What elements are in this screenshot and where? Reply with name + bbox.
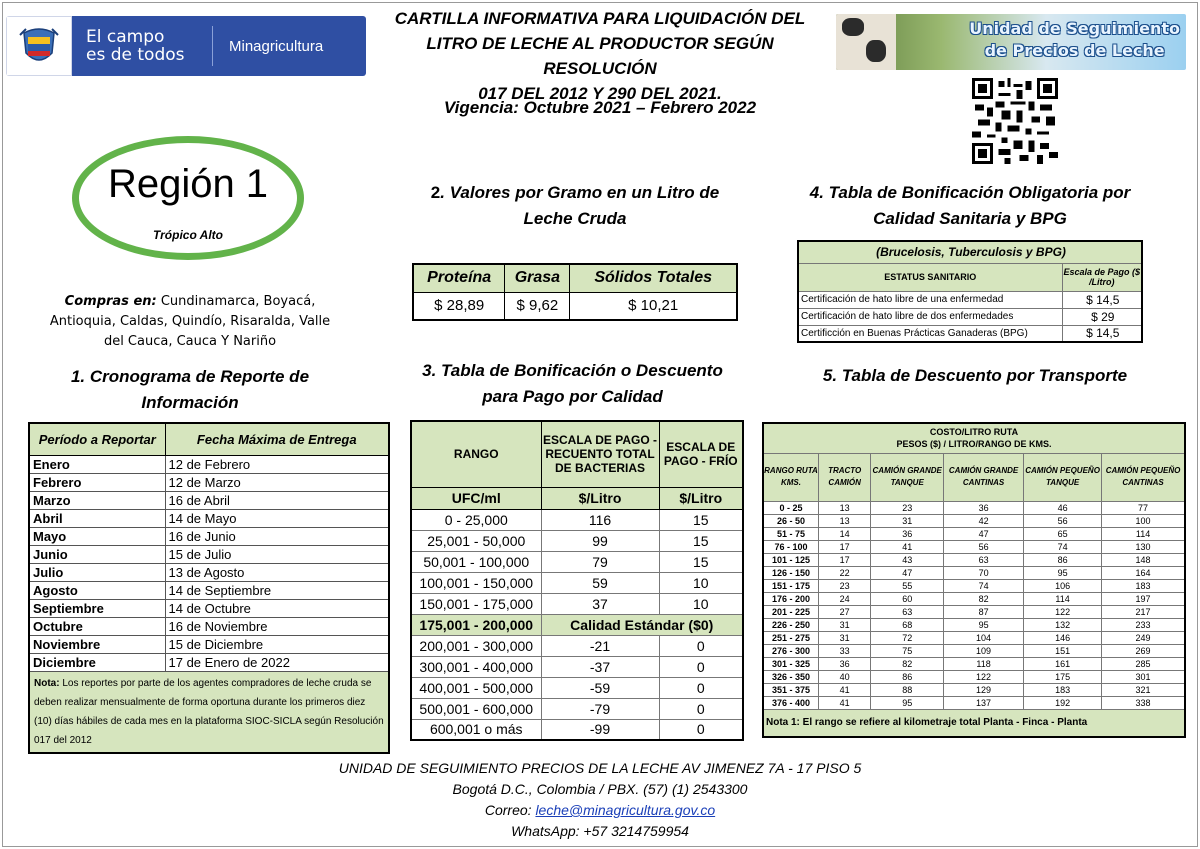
transport-cell: 109 bbox=[944, 644, 1024, 657]
table-row bbox=[411, 656, 743, 677]
usp-banner bbox=[836, 14, 1186, 70]
section2-title: 2. Valores por Gramo en un Litro de Leche Cruda bbox=[430, 183, 720, 228]
transport-cell: 161 bbox=[1024, 657, 1102, 670]
transport-cell: 31 bbox=[818, 618, 870, 631]
col-escala: Escala de Pago ($ /Litro) bbox=[1062, 263, 1142, 291]
periodo-cell: Agosto bbox=[29, 581, 165, 599]
transport-cell: 101 - 125 bbox=[763, 553, 818, 566]
transport-cell: 70 bbox=[944, 566, 1024, 579]
periodo-cell: Noviembre bbox=[29, 635, 165, 653]
transport-cell: 148 bbox=[1102, 553, 1185, 566]
table-row bbox=[411, 509, 743, 530]
transport-cell: 226 - 250 bbox=[763, 618, 818, 631]
table-row bbox=[29, 473, 389, 491]
table-row bbox=[411, 572, 743, 593]
section4-title: 4. Tabla de Bonificación Obligatoria por Calidad Sanitaria y BPG bbox=[809, 183, 1131, 228]
transport-cell: 201 - 225 bbox=[763, 605, 818, 618]
quality-cell: 0 bbox=[659, 635, 743, 656]
transport-cell: 65 bbox=[1024, 527, 1102, 540]
quality-cell: 37 bbox=[541, 593, 659, 614]
standard-range: 175,001 - 200,000 bbox=[411, 614, 541, 635]
transport-cell: 192 bbox=[1024, 696, 1102, 709]
transport-cell: 183 bbox=[1102, 579, 1185, 592]
table-row bbox=[29, 617, 389, 635]
table-row bbox=[29, 635, 389, 653]
table-row bbox=[411, 677, 743, 698]
region-title: Región 1 bbox=[107, 162, 269, 206]
quality-cell: 300,001 - 400,000 bbox=[411, 656, 541, 677]
transport-cell: 301 bbox=[1102, 670, 1185, 683]
table-row bbox=[29, 509, 389, 527]
transport-col-header: CAMIÓN GRANDE TANQUE bbox=[871, 453, 944, 501]
fecha-cell: 12 de Marzo bbox=[165, 473, 389, 491]
estatus-cell: Certificación de hato libre de dos enfermedades bbox=[798, 308, 1062, 325]
table-row bbox=[411, 551, 743, 572]
transport-cell: 31 bbox=[871, 514, 944, 527]
transport-cell: 197 bbox=[1102, 592, 1185, 605]
col-fecha: Fecha Máxima de Entrega bbox=[165, 423, 389, 455]
fecha-cell: 14 de Octubre bbox=[165, 599, 389, 617]
transport-cell: 122 bbox=[1024, 605, 1102, 618]
transport-cell: 63 bbox=[944, 553, 1024, 566]
quality-cell: 0 bbox=[659, 719, 743, 740]
transport-cell: 76 - 100 bbox=[763, 540, 818, 553]
transport-cell: 17 bbox=[818, 553, 870, 566]
table-row bbox=[411, 698, 743, 719]
fecha-cell: 15 de Julio bbox=[165, 545, 389, 563]
table-row bbox=[763, 696, 1185, 709]
transport-cell: 176 - 200 bbox=[763, 592, 818, 605]
qr-code-icon[interactable] bbox=[970, 78, 1060, 164]
estatus-cell: Certificación de hato libre de una enfermedad bbox=[798, 291, 1062, 308]
col-frio: ESCALA DE PAGO - FRÍO bbox=[659, 421, 743, 487]
table-row bbox=[29, 545, 389, 563]
transport-cell: 114 bbox=[1024, 592, 1102, 605]
table-row bbox=[763, 540, 1185, 553]
table-row bbox=[411, 719, 743, 740]
transport-discount-table bbox=[762, 422, 1186, 738]
transport-cell: 13 bbox=[818, 501, 870, 514]
footer-phone: Bogotá D.C., Colombia / PBX. (57) (1) 2543300 bbox=[452, 781, 748, 797]
transport-cell: 376 - 400 bbox=[763, 696, 818, 709]
transport-cell: 118 bbox=[944, 657, 1024, 670]
quality-cell: 15 bbox=[659, 530, 743, 551]
quality-cell: -37 bbox=[541, 656, 659, 677]
quality-cell: 10 bbox=[659, 593, 743, 614]
transport-cell: 251 - 275 bbox=[763, 631, 818, 644]
periodo-cell: Mayo bbox=[29, 527, 165, 545]
value-proteina: $ 28,89 bbox=[413, 292, 505, 320]
transport-cell: 151 bbox=[1024, 644, 1102, 657]
transport-cell: 87 bbox=[944, 605, 1024, 618]
estatus-cell: Certificción en Buenas Prácticas Ganaderas (BPG) bbox=[798, 325, 1062, 342]
transport-cell: 164 bbox=[1102, 566, 1185, 579]
transport-cell: 68 bbox=[871, 618, 944, 631]
coat-of-arms-icon bbox=[6, 16, 72, 76]
footer-email-line: Correo: leche@minagricultura.gov.co bbox=[484, 802, 716, 818]
fecha-cell: 16 de Abril bbox=[165, 491, 389, 509]
transport-cell: 42 bbox=[944, 514, 1024, 527]
transport-col-header: TRACTO CAMIÓN bbox=[818, 453, 870, 501]
transport-cell: 14 bbox=[818, 527, 870, 540]
transport-cell: 23 bbox=[871, 501, 944, 514]
transport-cell: 269 bbox=[1102, 644, 1185, 657]
table-row bbox=[411, 593, 743, 614]
col-periodo: Período a Reportar bbox=[29, 423, 165, 455]
transport-cell: 77 bbox=[1102, 501, 1185, 514]
escala-cell: $ 14,5 bbox=[1062, 325, 1142, 342]
report-schedule-table bbox=[28, 422, 390, 754]
periodo-cell: Junio bbox=[29, 545, 165, 563]
table-row bbox=[763, 527, 1185, 540]
logo-line1: El campo bbox=[86, 27, 165, 47]
transport-cell: 75 bbox=[871, 644, 944, 657]
transport-cell: 31 bbox=[818, 631, 870, 644]
transport-cell: 60 bbox=[871, 592, 944, 605]
section3-title: 3. Tabla de Bonificación o Descuento para Pago por Calidad bbox=[422, 361, 723, 406]
transport-cell: 106 bbox=[1024, 579, 1102, 592]
table-row bbox=[763, 657, 1185, 670]
fecha-cell: 16 de Noviembre bbox=[165, 617, 389, 635]
transport-cell: 0 - 25 bbox=[763, 501, 818, 514]
schedule-note: Nota: Los reportes por parte de los agentes compradores de leche cruda se deben realizar mensualmente de forma oportuna durante los primeros diez (10) días hábiles de cada mes en la plataforma SIOC-SICLA según Resolución 017 del 2012 bbox=[29, 671, 389, 753]
banner-line1: Unidad de Seguimiento bbox=[969, 19, 1180, 38]
transport-cell: 285 bbox=[1102, 657, 1185, 670]
col-proteina: Proteína bbox=[413, 264, 505, 292]
quality-cell: 10 bbox=[659, 572, 743, 593]
table-row bbox=[411, 530, 743, 551]
table-row bbox=[763, 605, 1185, 618]
ministry-logo bbox=[6, 16, 366, 76]
transport-cell: 51 - 75 bbox=[763, 527, 818, 540]
transport-cell: 46 bbox=[1024, 501, 1102, 514]
transport-cell: 233 bbox=[1102, 618, 1185, 631]
quality-cell: 116 bbox=[541, 509, 659, 530]
transport-cell: 40 bbox=[818, 670, 870, 683]
quality-cell: 0 bbox=[659, 656, 743, 677]
periodo-cell: Enero bbox=[29, 455, 165, 473]
quality-cell: 0 bbox=[659, 677, 743, 698]
table-row bbox=[798, 325, 1142, 342]
quality-cell: 100,001 - 150,000 bbox=[411, 572, 541, 593]
transport-top-header: COSTO/LITRO RUTA PESOS ($) / LITRO/RANGO DE KMS. bbox=[763, 423, 1185, 453]
quality-cell: 50,001 - 100,000 bbox=[411, 551, 541, 572]
quality-cell: -21 bbox=[541, 635, 659, 656]
escala-cell: $ 14,5 bbox=[1062, 291, 1142, 308]
periodo-cell: Diciembre bbox=[29, 653, 165, 671]
col-estatus: ESTATUS SANITARIO bbox=[798, 263, 1062, 291]
vigencia: Vigencia: Octubre 2021 – Febrero 2022 bbox=[443, 98, 757, 117]
quality-cell: 79 bbox=[541, 551, 659, 572]
fecha-cell: 14 de Septiembre bbox=[165, 581, 389, 599]
quality-cell: 99 bbox=[541, 530, 659, 551]
quality-cell: 25,001 - 50,000 bbox=[411, 530, 541, 551]
transport-cell: 276 - 300 bbox=[763, 644, 818, 657]
quality-cell: 59 bbox=[541, 572, 659, 593]
transport-cell: 95 bbox=[871, 696, 944, 709]
cow-icon bbox=[836, 14, 896, 70]
quality-cell: 500,001 - 600,000 bbox=[411, 698, 541, 719]
transport-cell: 47 bbox=[871, 566, 944, 579]
transport-cell: 26 - 50 bbox=[763, 514, 818, 527]
col-solidos: Sólidos Totales bbox=[570, 264, 737, 292]
transport-cell: 122 bbox=[944, 670, 1024, 683]
transport-cell: 17 bbox=[818, 540, 870, 553]
transport-cell: 351 - 375 bbox=[763, 683, 818, 696]
transport-cell: 74 bbox=[944, 579, 1024, 592]
table-row bbox=[798, 291, 1142, 308]
quality-bonus-table: RANGO ESCALA DE PAGO - RECUENTO TOTAL DE BACTERIAS ESCALA DE PAGO - FRÍO UFC/ml $/Litro $/Litro 0 - 25,000 116 15 25,001 - 50,000 99 15 50,001 - 100,000 79 15 100,001 - 150,000 59 10 150,001 - 175,000 37 10 175,001 - 200,000 Calidad Estándar ($0) 200,001 - 300,000 -21 0 300,001 - 400,000 -37 0 400,001 - 500,000 -59 0 500,001 - 600,000 -79 0 600,001 o más -99 0 bbox=[410, 420, 744, 741]
quality-cell: -59 bbox=[541, 677, 659, 698]
fecha-cell: 17 de Enero de 2022 bbox=[165, 653, 389, 671]
logo-ministry: Minagricultura bbox=[229, 37, 324, 55]
quality-cell: 400,001 - 500,000 bbox=[411, 677, 541, 698]
transport-cell: 56 bbox=[1024, 514, 1102, 527]
transport-cell: 63 bbox=[871, 605, 944, 618]
table-row bbox=[763, 644, 1185, 657]
table-row bbox=[763, 618, 1185, 631]
transport-cell: 146 bbox=[1024, 631, 1102, 644]
periodo-cell: Septiembre bbox=[29, 599, 165, 617]
transport-cell: 114 bbox=[1102, 527, 1185, 540]
transport-col-header: CAMIÓN GRANDE CANTINAS bbox=[944, 453, 1024, 501]
transport-cell: 100 bbox=[1102, 514, 1185, 527]
table-row bbox=[763, 501, 1185, 514]
table-row bbox=[411, 635, 743, 656]
col-grasa: Grasa bbox=[505, 264, 570, 292]
transport-cell: 175 bbox=[1024, 670, 1102, 683]
table-row bbox=[29, 653, 389, 671]
transport-cell: 56 bbox=[944, 540, 1024, 553]
table-row bbox=[798, 308, 1142, 325]
table-row bbox=[763, 579, 1185, 592]
standard-label: Calidad Estándar ($0) bbox=[541, 614, 743, 635]
transport-cell: 82 bbox=[944, 592, 1024, 605]
transport-cell: 126 - 150 bbox=[763, 566, 818, 579]
transport-cell: 74 bbox=[1024, 540, 1102, 553]
table-row bbox=[29, 491, 389, 509]
transport-cell: 47 bbox=[944, 527, 1024, 540]
transport-col-header: RANGO RUTA KMS. bbox=[763, 453, 818, 501]
quality-cell: 600,001 o más bbox=[411, 719, 541, 740]
sanitary-bonus-table bbox=[797, 240, 1143, 343]
transport-cell: 36 bbox=[818, 657, 870, 670]
table-row bbox=[29, 599, 389, 617]
transport-cell: 301 - 325 bbox=[763, 657, 818, 670]
fecha-cell: 13 de Agosto bbox=[165, 563, 389, 581]
footer-address: UNIDAD DE SEGUIMIENTO PRECIOS DE LA LECHE AV JIMENEZ 7A - 17 PISO 5 bbox=[338, 760, 862, 776]
transport-col-header: CAMIÓN PEQUEÑO CANTINAS bbox=[1102, 453, 1185, 501]
transport-cell: 43 bbox=[871, 553, 944, 566]
transport-cell: 132 bbox=[1024, 618, 1102, 631]
transport-cell: 321 bbox=[1102, 683, 1185, 696]
transport-cell: 129 bbox=[944, 683, 1024, 696]
transport-note: Nota 1: El rango se refiere al kilometraje total Planta - Finca - Planta bbox=[763, 709, 1185, 737]
transport-cell: 36 bbox=[944, 501, 1024, 514]
table-row bbox=[763, 631, 1185, 644]
table-row bbox=[763, 566, 1185, 579]
transport-cell: 151 - 175 bbox=[763, 579, 818, 592]
transport-cell: 137 bbox=[944, 696, 1024, 709]
transport-cell: 338 bbox=[1102, 696, 1185, 709]
transport-cell: 33 bbox=[818, 644, 870, 657]
transport-cell: 36 bbox=[871, 527, 944, 540]
quality-cell: 15 bbox=[659, 551, 743, 572]
transport-cell: 95 bbox=[944, 618, 1024, 631]
transport-cell: 95 bbox=[1024, 566, 1102, 579]
fecha-cell: 15 de Diciembre bbox=[165, 635, 389, 653]
logo-line2: es de todos bbox=[86, 45, 185, 65]
quality-cell: 15 bbox=[659, 509, 743, 530]
transport-cell: 130 bbox=[1102, 540, 1185, 553]
transport-cell: 13 bbox=[818, 514, 870, 527]
transport-cell: 22 bbox=[818, 566, 870, 579]
table-row bbox=[29, 527, 389, 545]
col-bacterias: ESCALA DE PAGO - RECUENTO TOTAL DE BACTERIAS bbox=[541, 421, 659, 487]
col-rango: RANGO bbox=[411, 421, 541, 487]
transport-cell: 41 bbox=[871, 540, 944, 553]
periodo-cell: Julio bbox=[29, 563, 165, 581]
fecha-cell: 16 de Junio bbox=[165, 527, 389, 545]
fecha-cell: 14 de Mayo bbox=[165, 509, 389, 527]
table-row bbox=[763, 592, 1185, 605]
section1-title: 1. Cronograma de Reporte de Información bbox=[70, 367, 310, 412]
compras-text: Compras en: Cundinamarca, Boyacá, Antioquia, Caldas, Quindío, Risaralda, Valle del Cauca, Cauca Y Nariño bbox=[49, 294, 331, 349]
periodo-cell: Abril bbox=[29, 509, 165, 527]
table-row bbox=[29, 455, 389, 473]
transport-cell: 41 bbox=[818, 683, 870, 696]
transport-cell: 82 bbox=[871, 657, 944, 670]
quality-cell: -99 bbox=[541, 719, 659, 740]
footer-whatsapp: WhatsApp: +57 3214759954 bbox=[511, 823, 689, 839]
table-row bbox=[763, 514, 1185, 527]
transport-cell: 41 bbox=[818, 696, 870, 709]
region-subtitle: Trópico Alto bbox=[153, 228, 223, 242]
periodo-cell: Marzo bbox=[29, 491, 165, 509]
transport-cell: 24 bbox=[818, 592, 870, 605]
quality-cell: 0 - 25,000 bbox=[411, 509, 541, 530]
table-row bbox=[763, 670, 1185, 683]
transport-cell: 326 - 350 bbox=[763, 670, 818, 683]
table-row bbox=[29, 563, 389, 581]
transport-cell: 88 bbox=[871, 683, 944, 696]
document-title: CARTILLA INFORMATIVA PARA LIQUIDACIÓN DEL LITRO DE LECHE AL PRODUCTOR SEGÚN RESOLUCIÓN 017 DEL 2012 Y 290 DEL 2021. bbox=[394, 9, 806, 103]
value-solidos: $ 10,21 bbox=[570, 292, 737, 320]
quality-cell: -79 bbox=[541, 698, 659, 719]
quality-cell: 150,001 - 175,000 bbox=[411, 593, 541, 614]
transport-cell: 86 bbox=[1024, 553, 1102, 566]
footer bbox=[250, 758, 950, 842]
gram-values-table bbox=[412, 263, 738, 321]
table-row bbox=[763, 553, 1185, 566]
periodo-cell: Octubre bbox=[29, 617, 165, 635]
sanitary-header: (Brucelosis, Tuberculosis y BPG) bbox=[798, 241, 1142, 263]
transport-cell: 183 bbox=[1024, 683, 1102, 696]
transport-cell: 104 bbox=[944, 631, 1024, 644]
section5-title: 5. Tabla de Descuento por Transporte bbox=[822, 366, 1128, 385]
value-grasa: $ 9,62 bbox=[505, 292, 570, 320]
transport-col-header: CAMIÓN PEQUEÑO TANQUE bbox=[1024, 453, 1102, 501]
periodo-cell: Febrero bbox=[29, 473, 165, 491]
transport-cell: 249 bbox=[1102, 631, 1185, 644]
transport-cell: 217 bbox=[1102, 605, 1185, 618]
transport-cell: 72 bbox=[871, 631, 944, 644]
transport-cell: 55 bbox=[871, 579, 944, 592]
quality-cell: 200,001 - 300,000 bbox=[411, 635, 541, 656]
fecha-cell: 12 de Febrero bbox=[165, 455, 389, 473]
quality-cell: 0 bbox=[659, 698, 743, 719]
banner-line2: de Precios de Leche bbox=[984, 41, 1165, 60]
table-row bbox=[763, 683, 1185, 696]
transport-cell: 27 bbox=[818, 605, 870, 618]
table-row bbox=[29, 581, 389, 599]
email-link[interactable]: leche@minagricultura.gov.co bbox=[535, 802, 716, 818]
escala-cell: $ 29 bbox=[1062, 308, 1142, 325]
transport-cell: 23 bbox=[818, 579, 870, 592]
transport-cell: 86 bbox=[871, 670, 944, 683]
